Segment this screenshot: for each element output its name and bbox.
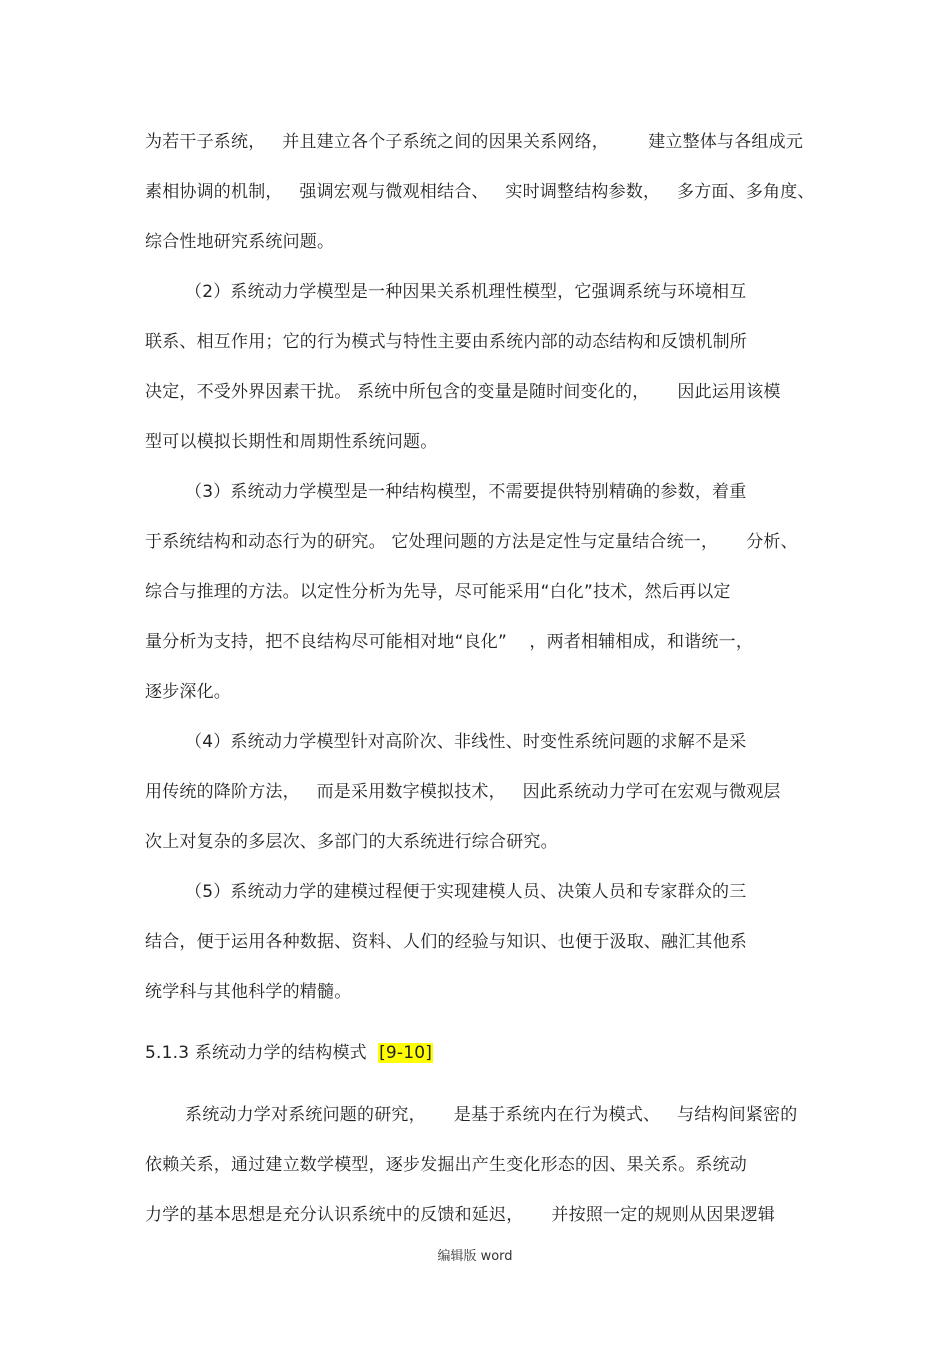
text-line: 决定，不受外界因素干扰。 系统中所包含的变量是随时间变化的， 因此运用该模 — [145, 382, 781, 402]
text-line: 综合与推理的方法。以定性分析为先导，尽可能采用“白化”技术，然后再以定 — [145, 582, 731, 602]
citation-reference: [9-10] — [379, 1043, 433, 1063]
text-line: 素相协调的机制， 强调宏观与微观相结合、 实时调整结构参数， 多方面、多角度、 — [145, 182, 815, 202]
text-line: （3）系统动力学模型是一种结构模型，不需要提供特别精确的参数，着重 — [185, 482, 747, 502]
text-line: 结合，便于运用各种数据、资料、人们的经验与知识、也便于汲取、融汇其他系 — [145, 932, 747, 952]
text-line: 量分析为支持，把不良结构尽可能相对地“良化” ，两者相辅相成，和谐统一， — [145, 632, 754, 652]
text-line: 依赖关系，通过建立数学模型，逐步发掘出产生变化形态的因、果关系。系统动 — [145, 1155, 747, 1175]
text-line: 力学的基本思想是充分认识系统中的反馈和延迟， 并按照一定的规则从因果逻辑 — [145, 1205, 776, 1225]
text-line: 联系、相互作用；它的行为模式与特性主要由系统内部的动态结构和反馈机制所 — [145, 332, 747, 352]
text-line: 逐步深化。 — [145, 682, 231, 702]
text-line: 于系统结构和动态行为的研究。 它处理问题的方法是定性与定量结合统一， 分析、 — [145, 532, 798, 552]
text-line: 次上对复杂的多层次、多部门的大系统进行综合研究。 — [145, 832, 558, 852]
section-title: 5.1.3 系统动力学的结构模式 — [145, 1043, 379, 1063]
text-line: （2）系统动力学模型是一种因果关系机理性模型，它强调系统与环境相互 — [185, 282, 747, 302]
page-footer: 编辑版 word — [437, 1249, 513, 1264]
text-line: 统学科与其他科学的精髓。 — [145, 982, 352, 1002]
text-line: 系统动力学对系统问题的研究， 是基于系统内在行为模式、 与结构间紧密的 — [185, 1105, 798, 1125]
text-line: 综合性地研究系统问题。 — [145, 232, 335, 252]
text-line: 型可以模拟长期性和周期性系统问题。 — [145, 432, 438, 452]
text-line: （5）系统动力学的建模过程便于实现建模人员、决策人员和专家群众的三 — [185, 882, 747, 902]
section-heading — [145, 1041, 433, 1065]
text-line: （4）系统动力学模型针对高阶次、非线性、时变性系统问题的求解不是采 — [185, 732, 747, 752]
text-line: 用传统的降阶方法， 而是采用数字模拟技术， 因此系统动力学可在宏观与微观层 — [145, 782, 781, 802]
text-line: 为若干子系统， 并且建立各个子系统之间的因果关系网络， 建立整体与各组成元 — [145, 132, 804, 152]
